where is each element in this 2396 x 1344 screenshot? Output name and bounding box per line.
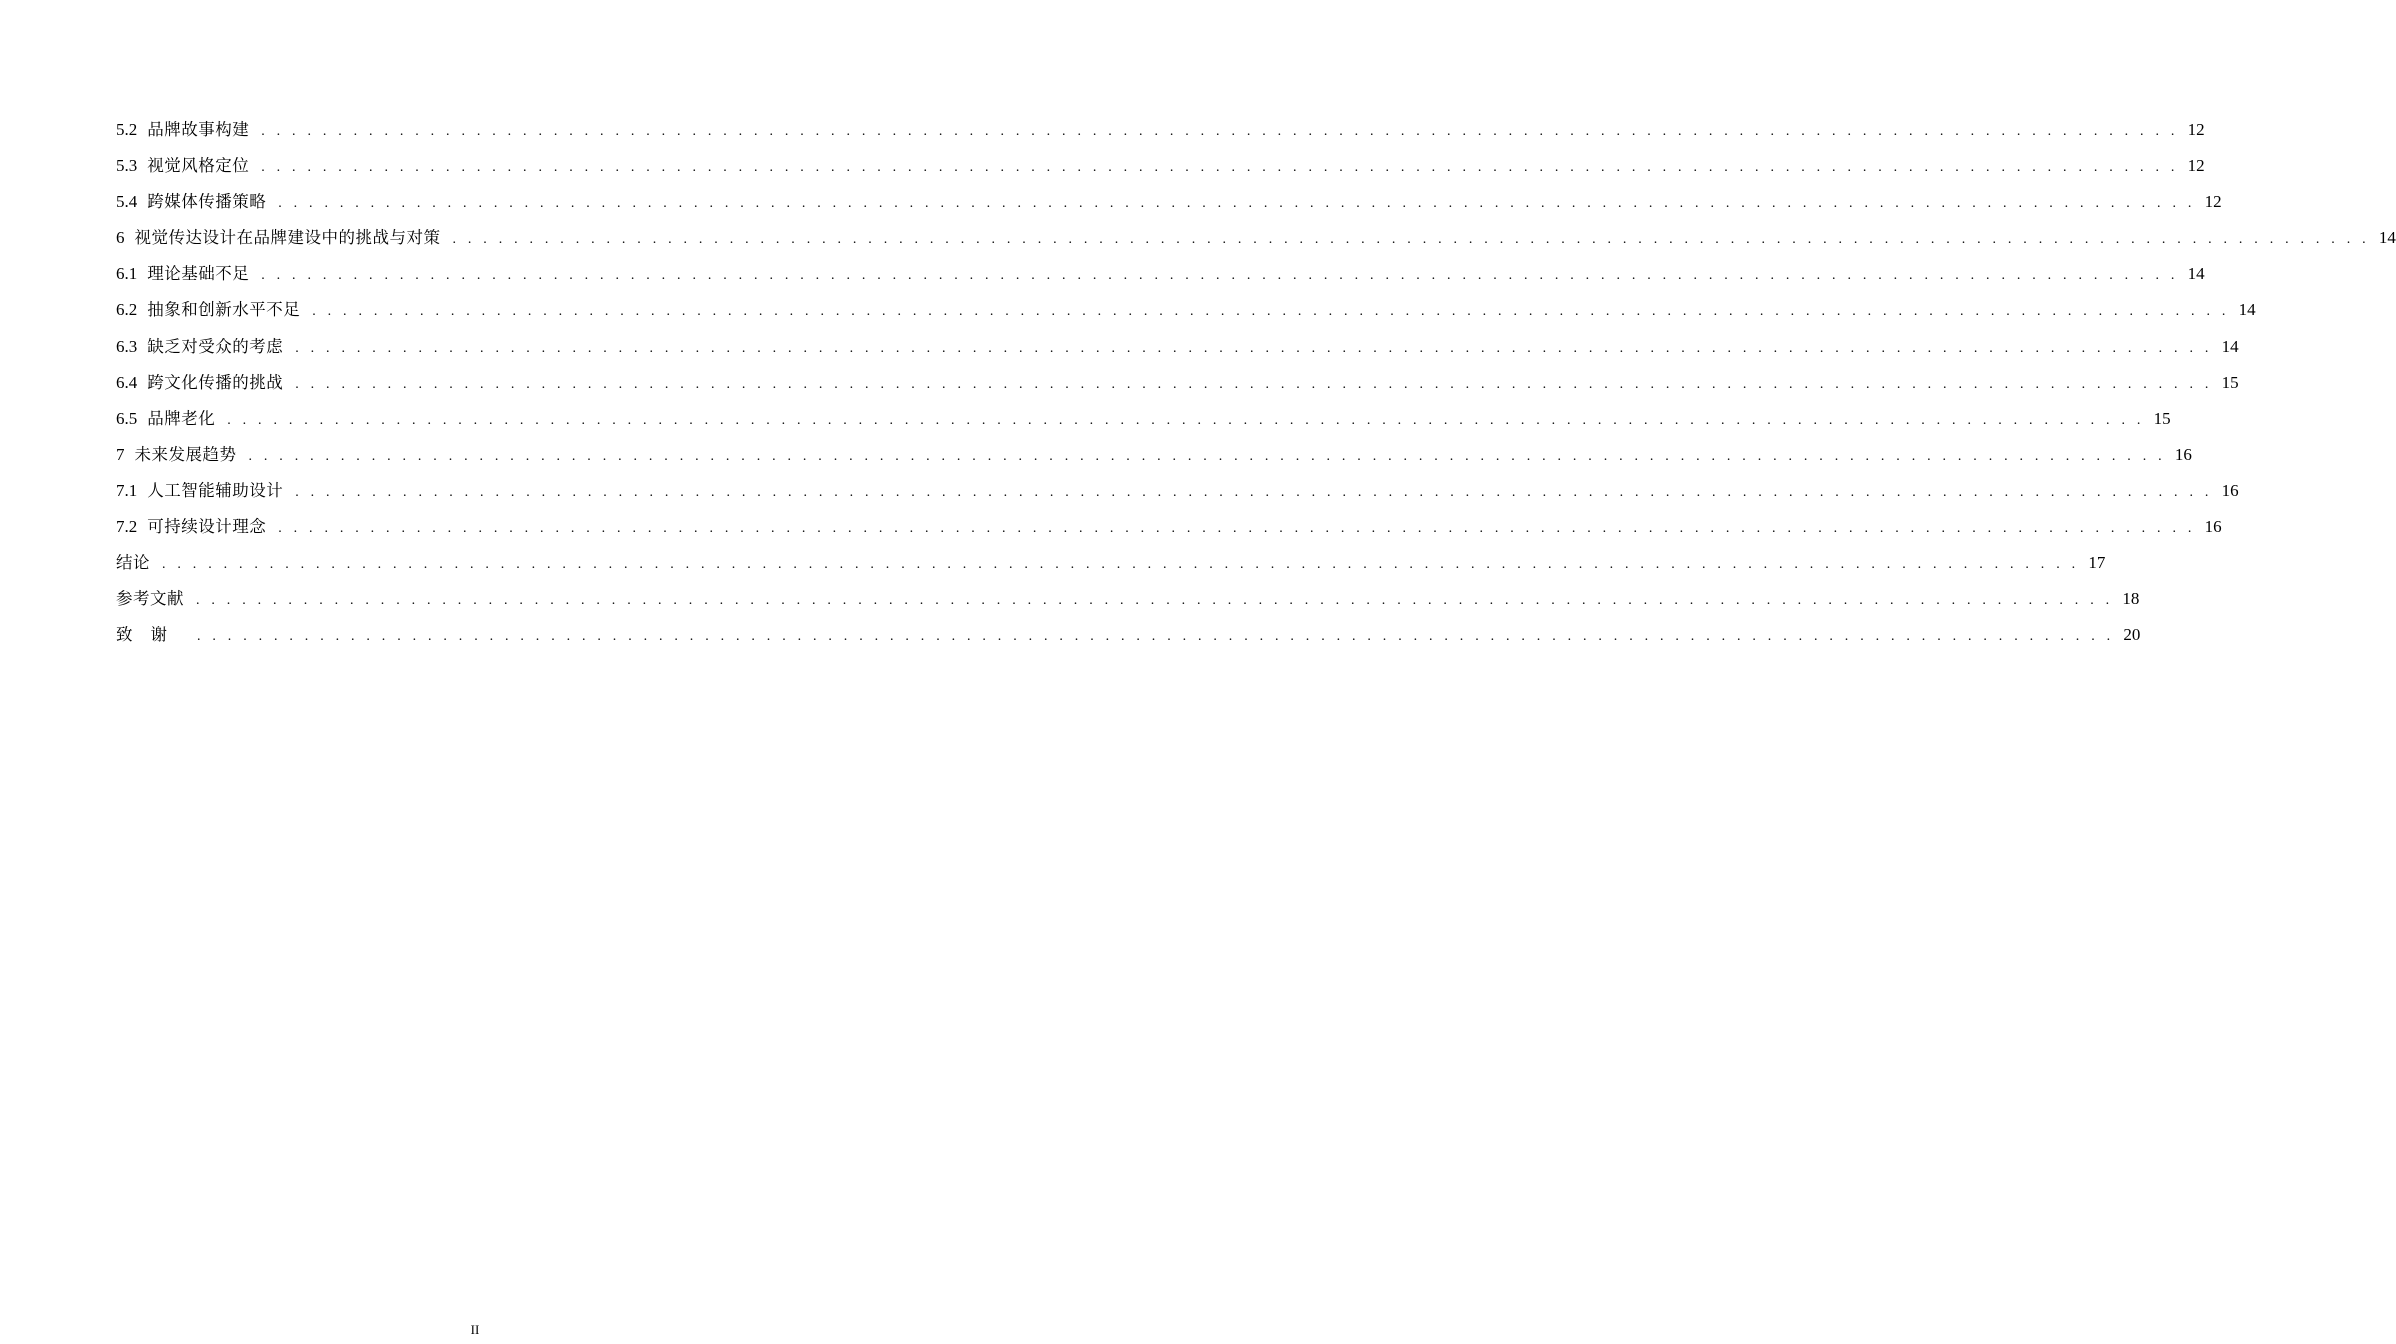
toc-entry-page: 17 (2088, 553, 2106, 573)
toc-entry[interactable] (116, 188, 2222, 224)
toc-entry-title: 结论 (116, 553, 150, 573)
toc-entry-page: 12 (2187, 156, 2205, 176)
toc-entry[interactable] (116, 296, 2256, 332)
toc-entry-page: 14 (2187, 264, 2205, 284)
toc-entry[interactable] (116, 333, 2239, 369)
toc-dot-leader: . . . . . . . . . . . . . . . . . . . . . . . . . . . . . . . . . . . . . . . . . . . . . . . . . . . . . . . . . . . . . . . . . . . . . . . . . . . . . . . . . . . . . . . . . . . . . . . . . . . . . . . . . . . . . . . . . . . . . . . . . . . . . (278, 521, 2196, 537)
toc-entry-title: 未来发展趋势 (134, 444, 237, 464)
toc-dot-leader: . . . . . . . . . . . . . . . . . . . . . . . . . . . . . . . . . . . . . . . . . . . . . . . . . . . . . . . . . . . . . . . . . . . . . . . . . . . . . . . . . . . . . . . . . . . . . . . . . . . . . . . . . . . . . . . . . . . . . . . . . . . . . (196, 593, 2114, 609)
toc-entry-title: 跨文化传播的挑战 (147, 372, 284, 392)
toc-entry[interactable] (116, 405, 2171, 441)
toc-dot-leader: . . . . . . . . . . . . . . . . . . . . . . . . . . . . . . . . . . . . . . . . . . . . . . . . . . . . . . . . . . . . . . . . . . . . . . . . . . . . . . . . . . . . . . . . . . . . . . . . . . . . . . . . . . . . . . . . . . . . . . . . . . . . . (261, 160, 2179, 176)
toc-entry-page: 12 (2204, 192, 2222, 212)
toc-entry[interactable] (116, 585, 2140, 621)
toc-entry[interactable] (116, 513, 2222, 549)
toc-entry-number: 6.5 (116, 408, 138, 428)
toc-dot-leader: . . . . . . . . . . . . . . . . . . . . . . . . . . . . . . . . . . . . . . . . . . . . . . . . . . . . . . . . . . . . . . . . . . . . . . . . . . . . . . . . . . . . . . . . . . . . . . . . . . . . . . . . . . . . . . . . . . . . . . . . . . . . . (197, 629, 2115, 645)
toc-dot-leader: . . . . . . . . . . . . . . . . . . . . . . . . . . . . . . . . . . . . . . . . . . . . . . . . . . . . . . . . . . . . . . . . . . . . . . . . . . . . . . . . . . . . . . . . . . . . . . . . . . . . . . . . . . . . . . . . . . . . . . . . . . . . . (278, 196, 2196, 212)
toc-entry-number: 5.3 (116, 156, 138, 176)
toc-entry[interactable] (116, 621, 2141, 657)
toc-entry-number: 6.1 (116, 264, 138, 284)
toc-entry[interactable] (116, 152, 2205, 188)
toc-entry-page: 14 (2238, 300, 2256, 320)
toc-dot-leader: . . . . . . . . . . . . . . . . . . . . . . . . . . . . . . . . . . . . . . . . . . . . . . . . . . . . . . . . . . . . . . . . . . . . . . . . . . . . . . . . . . . . . . . . . . . . . . . . . . . . . . . . . . . . . . . . . . . . . . . . . . . . . (312, 304, 2230, 320)
toc-dot-leader: . . . . . . . . . . . . . . . . . . . . . . . . . . . . . . . . . . . . . . . . . . . . . . . . . . . . . . . . . . . . . . . . . . . . . . . . . . . . . . . . . . . . . . . . . . . . . . . . . . . . . . . . . . . . . . . . . . . . . . . . . . . . . (295, 376, 2213, 392)
toc-entry-title: 抽象和创新水平不足 (147, 300, 301, 320)
toc-entry-title: 品牌老化 (147, 408, 216, 428)
toc-dot-leader: . . . . . . . . . . . . . . . . . . . . . . . . . . . . . . . . . . . . . . . . . . . . . . . . . . . . . . . . . . . . . . . . . . . . . . . . . . . . . . . . . . . . . . . . . . . . . . . . . . . . . . . . . . . . . . . . . . . . . . . . . . . . . (227, 412, 2145, 428)
toc-dot-leader: . . . . . . . . . . . . . . . . . . . . . . . . . . . . . . . . . . . . . . . . . . . . . . . . . . . . . . . . . . . . . . . . . . . . . . . . . . . . . . . . . . . . . . . . . . . . . . . . . . . . . . . . . . . . . . . . . . . . . . . . . . . . . (162, 557, 2080, 573)
toc-dot-leader: . . . . . . . . . . . . . . . . . . . . . . . . . . . . . . . . . . . . . . . . . . . . . . . . . . . . . . . . . . . . . . . . . . . . . . . . . . . . . . . . . . . . . . . . . . . . . . . . . . . . . . . . . . . . . . . . . . . . . . . . . . . . . (295, 340, 2213, 356)
toc-entry-number: 5.2 (116, 120, 138, 139)
toc-entry-number: 6.3 (116, 336, 138, 356)
toc-entry[interactable] (116, 224, 2396, 260)
toc-entry-title: 视觉传达设计在品牌建设中的挑战与对策 (134, 228, 441, 248)
toc-entry-title: 可持续设计理念 (147, 517, 267, 537)
toc-entry-page: 15 (2153, 408, 2171, 428)
toc-entry-title: 致谢 (116, 625, 185, 645)
toc-entry-page: 14 (2378, 228, 2396, 248)
toc-entry-title: 人工智能辅助设计 (147, 480, 284, 500)
toc-entry-number: 6.2 (116, 300, 138, 320)
toc-entry-title: 品牌故事构建 (147, 120, 250, 139)
toc-entry[interactable] (116, 116, 2205, 152)
toc-entry-page: 12 (2187, 120, 2205, 139)
toc-entry-page: 16 (2204, 517, 2222, 537)
toc-dot-leader: . . . . . . . . . . . . . . . . . . . . . . . . . . . . . . . . . . . . . . . . . . . . . . . . . . . . . . . . . . . . . . . . . . . . . . . . . . . . . . . . . . . . . . . . . . . . . . . . . . . . . . . . . . . . . . . . . . . . . . . . . . . . . (261, 268, 2179, 284)
footer-page-number: II (470, 1322, 480, 1337)
toc-dot-leader: . . . . . . . . . . . . . . . . . . . . . . . . . . . . . . . . . . . . . . . . . . . . . . . . . . . . . . . . . . . . . . . . . . . . . . . . . . . . . . . . . . . . . . . . . . . . . . . . . . . . . . . . . . . . . . . . . . . . . . . . . . . . . (295, 484, 2213, 500)
toc-entry-page: 16 (2221, 480, 2239, 500)
toc-entry-title: 视觉风格定位 (147, 156, 250, 176)
toc-dot-leader: . . . . . . . . . . . . . . . . . . . . . . . . . . . . . . . . . . . . . . . . . . . . . . . . . . . . . . . . . . . . . . . . . . . . . . . . . . . . . . . . . . . . . . . . . . . . . . . . . . . . . . . . . . . . . . . . . . . . . . . . . . . . . (452, 232, 2370, 248)
toc-entry-number: 5.4 (116, 192, 138, 212)
toc-entry[interactable] (116, 441, 2192, 477)
toc-entry[interactable] (116, 369, 2239, 405)
toc-entry-number: 7.1 (116, 480, 138, 500)
toc-entry-page: 14 (2221, 336, 2239, 356)
toc-dot-leader: . . . . . . . . . . . . . . . . . . . . . . . . . . . . . . . . . . . . . . . . . . . . . . . . . . . . . . . . . . . . . . . . . . . . . . . . . . . . . . . . . . . . . . . . . . . . . . . . . . . . . . . . . . . . . . . . . . . . . . . . . . . . . (261, 124, 2179, 139)
toc-entry-title: 缺乏对受众的考虑 (147, 336, 284, 356)
toc-entry-number: 6.4 (116, 372, 138, 392)
toc-entry-title: 参考文献 (116, 589, 184, 609)
toc-entry-page: 18 (2122, 589, 2140, 609)
table-of-contents (116, 116, 2396, 657)
toc-entry[interactable] (116, 260, 2205, 296)
toc-entry[interactable] (116, 477, 2239, 513)
toc-entry[interactable] (116, 549, 2106, 585)
toc-entry-number: 7.2 (116, 517, 138, 537)
toc-entry-page: 15 (2221, 372, 2239, 392)
toc-entry-number: 7 (116, 444, 125, 464)
toc-entry-title: 理论基础不足 (147, 264, 250, 284)
toc-entry-title: 跨媒体传播策略 (147, 192, 267, 212)
toc-entry-page: 20 (2123, 625, 2141, 645)
toc-entry-number: 6 (116, 228, 125, 248)
toc-entry-page: 16 (2174, 444, 2192, 464)
toc-dot-leader: . . . . . . . . . . . . . . . . . . . . . . . . . . . . . . . . . . . . . . . . . . . . . . . . . . . . . . . . . . . . . . . . . . . . . . . . . . . . . . . . . . . . . . . . . . . . . . . . . . . . . . . . . . . . . . . . . . . . . . . . . . . . . (248, 448, 2166, 464)
